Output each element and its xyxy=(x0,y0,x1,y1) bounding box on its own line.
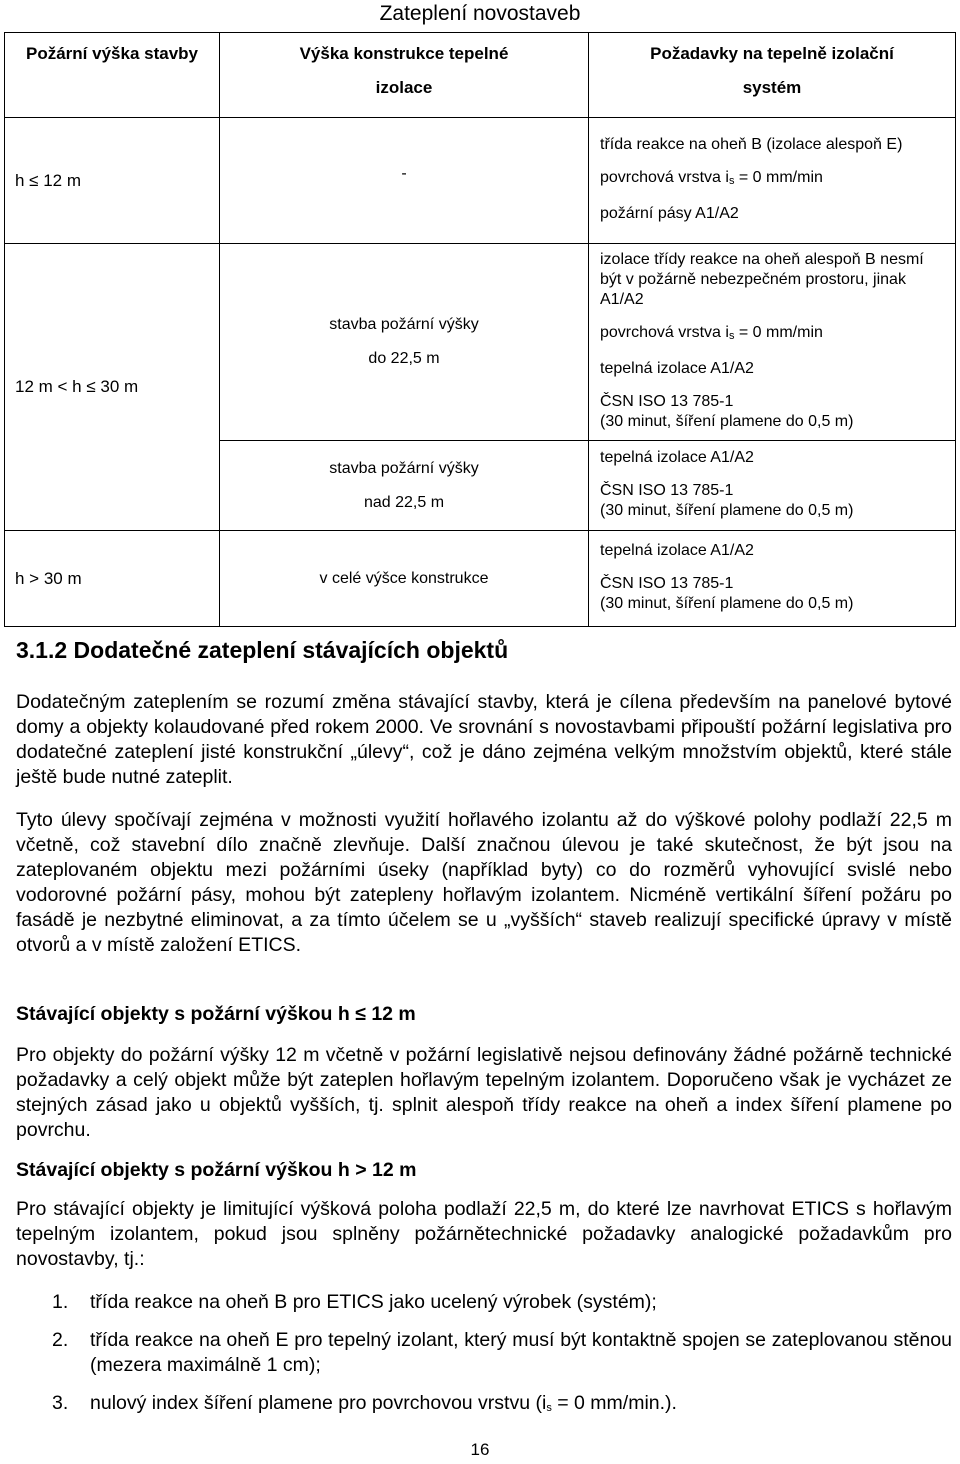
paragraph: Pro stávající objekty je limitující výšková poloha podlaží 22,5 m, do které lze navrhovat ETICS s hořlavým tepelným izolantem, pokud jsou splněny požárnětechnické požadavky analogické požadavkům pro novostavby, tj.: xyxy=(16,1198,952,1270)
paragraph: Tyto úlevy spočívají zejména v možnosti využití hořlavého izolantu až do výškové polohy podlaží 22,5 m včetně, což stavební dílo značně zlevňuje. Další značnou úlevou je také skutečnost, že být jsou na zateplovaném objektu mezi požárními úseky (například byty) co do rozměrů vyhovující svislé nebo vodorovné požární pásy, mohou být zatepleny hořlavým izolantem. Nicméně vertikální šíření požáru po fasádě je nezbytné eliminovat, a za tímto účelem se u „vyšších“ staveb realizují specifické úpravy v místě otvorů a v místě založení ETICS. xyxy=(16,809,952,956)
table-row xyxy=(5,118,956,244)
requirements-cell xyxy=(589,244,956,441)
req-line: tepelná izolace A1/A2 xyxy=(600,360,754,377)
requirements-table xyxy=(4,32,956,627)
req-line: požární pásy A1/A2 xyxy=(600,205,739,222)
fire-height-cell: 12 m < h ≤ 30 m xyxy=(5,244,220,531)
req-line: ČSN ISO 13 785-1 xyxy=(600,393,734,410)
req-line: ČSN ISO 13 785-1 xyxy=(600,575,734,592)
req-line: tepelná izolace A1/A2 xyxy=(600,449,754,466)
req-line: (30 minut, šíření plamene do 0,5 m) xyxy=(600,595,854,612)
list-item: 1. třída reakce na oheň B pro ETICS jako ucelený výrobek (systém); xyxy=(52,1291,657,1313)
table-row xyxy=(5,531,956,627)
list-item: 2. třída reakce na oheň E pro tepelný izolant, který musí být kontaktně spojen se zateplovanou stěnou (mezera maximálně 1 cm); xyxy=(52,1329,952,1376)
req-line: ČSN ISO 13 785-1 xyxy=(600,482,734,499)
req-line: tepelná izolace A1/A2 xyxy=(600,542,754,559)
list-item: 3. nulový index šíření plamene pro povrchovou vrstvu ($i_s = 0$ mm/min.). xyxy=(52,1392,677,1414)
table-row xyxy=(5,244,956,441)
header-requirements: Požadavky na tepelně izolační systém xyxy=(589,33,956,118)
subsection-heading: Stávající objekty s požární výškou h ≤ 12 m xyxy=(16,1003,416,1025)
paragraph: Dodatečným zateplením se rozumí změna stávající stavby, která je cílena především na panelové bytové domy a objekty kolaudované před rokem 2000. Ve srovnání s novostavbami připouští požární legislativa pro dodatečné zateplení jisté konstrukční „úlevy“, což je dáno zejména velkým množstvím objektů, které stále ještě bude nutné zateplit. xyxy=(16,691,952,788)
section-heading: 3.1.2 Dodatečné zateplení stávajících objektů xyxy=(16,637,509,663)
table-header-row xyxy=(5,33,956,118)
fire-height-cell: h > 30 m xyxy=(5,531,220,627)
table-caption: Zateplení novostaveb xyxy=(379,2,581,25)
header-insulation-height: Výška konstrukce tepelné izolace xyxy=(220,33,589,118)
requirements-cell xyxy=(589,441,956,531)
req-line: izolace třídy reakce na oheň alespoň B nesmí být v požárně nebezpečném prostoru, jinak A1/A2 xyxy=(600,251,924,308)
construction-cell: stavba požární výšky nad 22,5 m xyxy=(220,441,589,531)
page-number: 16 xyxy=(470,1440,490,1459)
req-line: (30 minut, šíření plamene do 0,5 m) xyxy=(600,502,854,519)
requirements-cell xyxy=(589,531,956,627)
req-line: třída reakce na oheň B (izolace alespoň E) xyxy=(600,136,903,153)
req-line: povrchová vrstva $i_s = 0$ mm/min xyxy=(600,324,823,342)
subsection-heading: Stávající objekty s požární výškou h > 12 m xyxy=(16,1159,417,1181)
fire-height-cell: h ≤ 12 m xyxy=(5,118,220,244)
numbered-list xyxy=(16,1290,952,1421)
header-fire-height: Požární výška stavby xyxy=(5,33,220,118)
req-line: povrchová vrstva $i_s = 0$ mm/min xyxy=(600,169,823,187)
requirements-cell xyxy=(589,118,956,244)
paragraph: Pro objekty do požární výšky 12 m včetně v požární legislativě nejsou definovány žádné požárně technické požadavky a celý objekt může být zateplen hořlavým tepelným izolantem. Doporučeno však je vycházet ze stejných zásad jako u objektů vyšších, tj. splnit alespoň třídy reakce na oheň a index šíření plamene po povrchu. xyxy=(16,1044,952,1141)
construction-cell: stavba požární výšky do 22,5 m xyxy=(220,244,589,441)
construction-cell: - xyxy=(220,118,589,244)
req-line: (30 minut, šíření plamene do 0,5 m) xyxy=(600,413,854,430)
construction-cell: v celé výšce konstrukce xyxy=(220,531,589,627)
